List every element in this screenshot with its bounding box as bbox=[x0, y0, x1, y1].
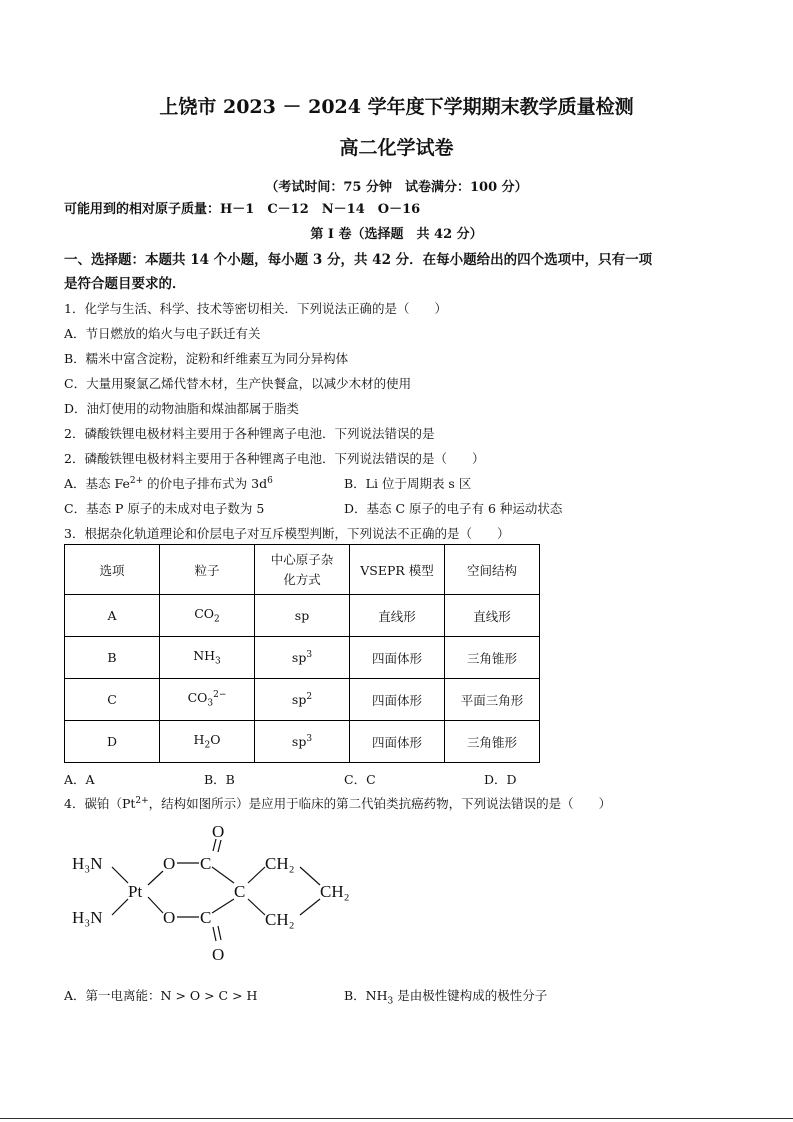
q3-table bbox=[64, 544, 540, 763]
bond-n-pt-top bbox=[112, 867, 128, 883]
q3-particle-base: CO bbox=[187, 690, 208, 706]
q2-a-mid: 的价电子排布式为 3d bbox=[143, 476, 268, 491]
exam-title: 上饶市 2023 － 2024 学年度下学期期末教学质量检测 bbox=[159, 96, 634, 118]
bond-c-ccenter-top bbox=[212, 867, 234, 883]
q3-cell-hybrid bbox=[255, 637, 350, 679]
section-instruction-1: 一、选择题：本题共 14 个小题，每小题 3 分，共 42 分．在每小题给出的四个选项中，只有一项 bbox=[64, 252, 653, 268]
q3-particle-base: CO bbox=[194, 606, 215, 622]
o-ring-bottom-label: O bbox=[163, 908, 176, 927]
o-carbonyl-top-label: O bbox=[212, 822, 225, 841]
q3-cell-particle bbox=[160, 679, 255, 721]
q3-hybrid-base: sp bbox=[291, 650, 307, 666]
q3-cell-option: D bbox=[65, 721, 160, 763]
atomic-masses: 可能用到的相对原子质量：H－1 C－12 N－14 O－16 bbox=[64, 202, 421, 217]
table-row bbox=[65, 595, 540, 637]
double-bond-bottom-b bbox=[218, 926, 221, 940]
q4-b-sub: 3 bbox=[387, 996, 394, 1007]
q3-particle-sup: 2− bbox=[213, 690, 227, 701]
section-instruction-2: 是符合题目要求的． bbox=[64, 276, 186, 292]
q3-hybrid-base: sp bbox=[291, 734, 307, 750]
o-carbonyl-bottom-label: O bbox=[212, 945, 225, 964]
q3-hybrid-base: sp bbox=[294, 608, 310, 623]
page-bottom-rule bbox=[0, 1118, 793, 1119]
q1-option-d: D．油灯使用的动物油脂和煤油都属于脂类 bbox=[64, 401, 300, 416]
bond-c-ccenter-bottom bbox=[212, 899, 234, 913]
q2-stem: 2．磷酸铁锂电极材料主要用于各种锂离子电池．下列说法错误的是（ ） bbox=[64, 451, 485, 466]
table-row bbox=[65, 679, 540, 721]
q3-cell-shape: 直线形 bbox=[445, 595, 540, 637]
table-row bbox=[65, 637, 540, 679]
q3-particle-base: NH bbox=[193, 648, 216, 664]
q3-hybrid-sup: 3 bbox=[306, 649, 313, 660]
q3-particle-sub: 3 bbox=[207, 698, 214, 709]
q3-cell-shape: 三角锥形 bbox=[445, 637, 540, 679]
bond-pt-o-top bbox=[148, 871, 163, 885]
q4-b-pre: B．NH bbox=[344, 988, 388, 1003]
h3n-bottom-label: H₃N bbox=[72, 908, 103, 927]
q4-stem-post: ，结构如图所示）是应用于临床的第二代铂类抗癌药物，下列说法错误的是（ ） bbox=[148, 796, 612, 811]
q3-cell-option: C bbox=[65, 679, 160, 721]
q3-hybrid-sup: 2 bbox=[306, 691, 313, 702]
q1-stem: 1．化学与生活、科学、技术等密切相关．下列说法正确的是（ ） bbox=[64, 301, 447, 316]
h3n-top-label: H₃N bbox=[72, 854, 103, 873]
exam-subtitle: 高二化学试卷 bbox=[339, 137, 454, 159]
q3-particle-sub: 2 bbox=[204, 740, 211, 751]
q3-option-d: D．D bbox=[484, 772, 517, 787]
ch2-right-label: CH₂ bbox=[320, 882, 350, 901]
q4-stem bbox=[64, 794, 611, 812]
q3-stem: 3．根据杂化轨道理论和价层电子对互斥模型判断，下列说法不正确的是（ ） bbox=[64, 526, 510, 541]
q3-cell-vsepr: 四面体形 bbox=[350, 721, 445, 763]
bond-n-pt-bottom bbox=[112, 899, 128, 915]
q4-option-b bbox=[344, 986, 547, 1007]
q3-cell-vsepr: 四面体形 bbox=[350, 679, 445, 721]
q3-header-hybrid-l1: 中心原子杂 bbox=[270, 551, 334, 567]
q3-hybrid-sup: 3 bbox=[306, 733, 313, 744]
q4-b-post: 是由极性键构成的极性分子 bbox=[393, 988, 548, 1003]
q3-header-hybrid-l2: 化方式 bbox=[283, 571, 321, 587]
pt-label: Pt bbox=[128, 882, 143, 901]
q3-header-option: 选项 bbox=[65, 545, 160, 595]
q3-cell-shape: 三角锥形 bbox=[445, 721, 540, 763]
q2-a-sup: 2+ bbox=[129, 475, 144, 486]
q4-stem-sup: 2+ bbox=[135, 795, 149, 806]
q1-option-b: B．糯米中富含淀粉，淀粉和纤维素互为同分异构体 bbox=[64, 351, 349, 366]
c-bottom-label: C bbox=[200, 908, 212, 927]
q3-particle-sub: 2 bbox=[214, 614, 220, 625]
bond-ch2-ch2-top bbox=[300, 867, 320, 885]
q3-option-b: B．B bbox=[204, 772, 235, 787]
q2-option-b: B．Li 位于周期表 s 区 bbox=[344, 476, 472, 491]
q1-option-c: C．大量用聚氯乙烯代替木材，生产快餐盒，以减少木材的使用 bbox=[64, 376, 412, 391]
q3-cell-option: A bbox=[65, 595, 160, 637]
q3-header-shape: 空间结构 bbox=[445, 545, 540, 595]
q3-cell-shape: 平面三角形 bbox=[445, 679, 540, 721]
exam-info: （考试时间：75 分钟 试卷满分：100 分） bbox=[265, 180, 528, 195]
q3-cell-vsepr: 四面体形 bbox=[350, 637, 445, 679]
q3-particle-sub: 3 bbox=[215, 656, 221, 667]
q1-option-a: A．节日燃放的焰火与电子跃迁有关 bbox=[64, 326, 261, 341]
q3-option-a: A．A bbox=[64, 772, 95, 787]
q3-hybrid-base: sp bbox=[291, 692, 307, 708]
q2-stem-repeat: 2．磷酸铁锂电极材料主要用于各种锂离子电池．下列说法错误的是 bbox=[64, 426, 435, 441]
q3-cell-hybrid bbox=[255, 721, 350, 763]
q3-cell-option: B bbox=[65, 637, 160, 679]
q4-stem-pre: 4．碳铂（Pt bbox=[64, 796, 136, 811]
q2-option-c: C．基态 P 原子的未成对电子数为 5 bbox=[64, 501, 265, 516]
q3-cell-particle bbox=[160, 637, 255, 679]
q3-cell-particle bbox=[160, 595, 255, 637]
table-row bbox=[65, 721, 540, 763]
bond-ccenter-ch2-bottom bbox=[248, 899, 265, 915]
q2-a-pre: A．基态 Fe bbox=[64, 476, 130, 491]
o-ring-top-label: O bbox=[163, 854, 176, 873]
q4-option-a: A．第一电离能：N > O > C > H bbox=[64, 988, 258, 1003]
bond-ccenter-ch2-top bbox=[248, 867, 265, 883]
bond-ch2-ch2-bottom bbox=[300, 899, 320, 915]
q2-a-sup2: 6 bbox=[267, 475, 273, 486]
q3-cell-particle bbox=[160, 721, 255, 763]
ch2-bottom-label: CH₂ bbox=[265, 910, 295, 929]
carboplatin-structure bbox=[60, 815, 380, 970]
q3-header-particle: 粒子 bbox=[160, 545, 255, 595]
double-bond-bottom-a bbox=[213, 927, 216, 941]
q3-cell-hybrid bbox=[255, 595, 350, 637]
c-center-label: C bbox=[234, 882, 246, 901]
q3-cell-vsepr: 直线形 bbox=[350, 595, 445, 637]
double-bond-top-b bbox=[218, 840, 221, 852]
c-top-label: C bbox=[200, 854, 212, 873]
q3-header-hybrid bbox=[255, 545, 350, 595]
ch2-top-label: CH₂ bbox=[265, 854, 295, 873]
q3-option-c: C．C bbox=[344, 772, 376, 787]
section-title: 第 I 卷（选择题 共 42 分） bbox=[310, 227, 483, 242]
q3-cell-hybrid bbox=[255, 679, 350, 721]
q2-option-a bbox=[64, 474, 273, 492]
q3-header-vsepr: VSEPR 模型 bbox=[350, 545, 445, 595]
bond-pt-o-bottom bbox=[148, 897, 163, 913]
q3-particle-tail: O bbox=[210, 732, 221, 748]
q2-option-d: D．基态 C 原子的电子有 6 种运动状态 bbox=[344, 501, 563, 516]
q3-particle-base: H bbox=[193, 732, 205, 748]
